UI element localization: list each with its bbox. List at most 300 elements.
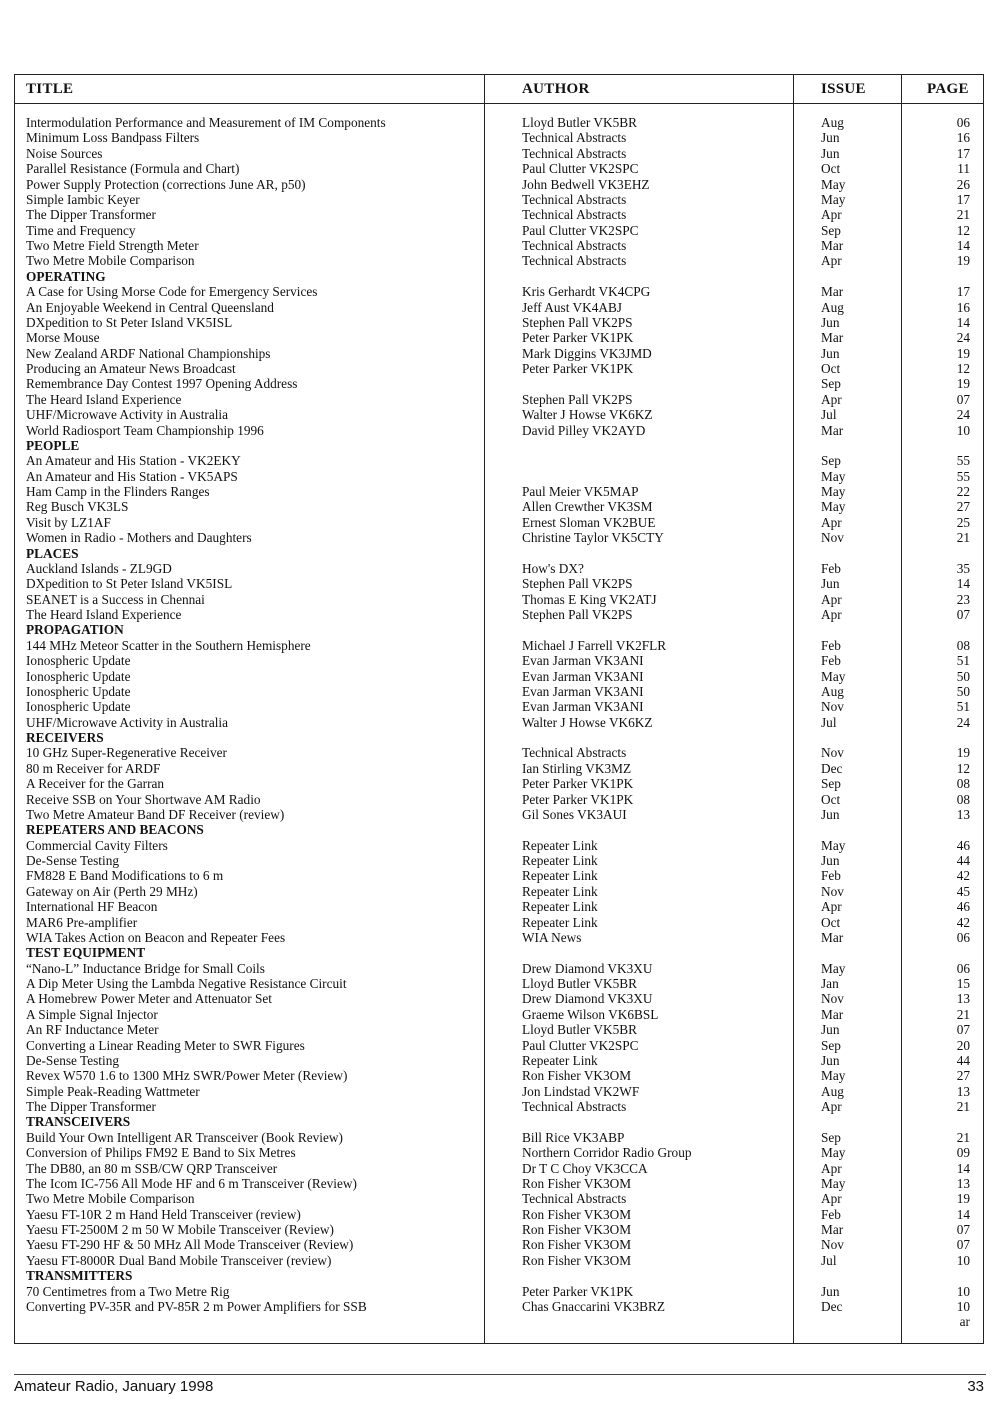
- table-row: [15, 376, 983, 391]
- section-heading: OPERATING: [26, 268, 106, 284]
- article-title: The DB80, an 80 m SSB/CW QRP Transceiver: [26, 1160, 278, 1176]
- table-row: [15, 253, 983, 268]
- article-title: Reg Busch VK3LS: [26, 499, 129, 515]
- article-page: 15: [956, 976, 970, 991]
- article-issue: May: [821, 468, 846, 484]
- table-row: [15, 1068, 983, 1083]
- table-row: [15, 868, 983, 883]
- article-page: 51: [956, 699, 970, 715]
- article-issue: May: [821, 176, 846, 192]
- article-author: Technical Abstracts: [522, 191, 627, 207]
- article-page: 12: [956, 361, 970, 376]
- article-page: 14: [956, 238, 970, 253]
- section-heading-row: [15, 1268, 983, 1283]
- article-issue: Jun: [821, 576, 840, 592]
- article-issue: Mar: [821, 422, 844, 438]
- article-issue: Sep: [821, 776, 841, 792]
- article-author: Drew Diamond VK3XU: [522, 960, 653, 976]
- table-row: [15, 1130, 983, 1145]
- article-title: Two Metre Field Strength Meter: [26, 238, 199, 253]
- article-title: Intermodulation Performance and Measurement of IM Components: [26, 115, 386, 130]
- article-issue: May: [821, 191, 846, 207]
- article-title: New Zealand ARDF National Championships: [26, 345, 271, 361]
- article-title: An Amateur and His Station - VK2EKY: [26, 453, 241, 469]
- article-title: SEANET is a Success in Chennai: [26, 591, 205, 607]
- table-row: [15, 146, 983, 161]
- article-title: Women in Radio - Mothers and Daughters: [26, 530, 252, 546]
- article-page: 16: [956, 299, 970, 315]
- article-issue: Nov: [821, 745, 844, 761]
- article-issue: Jun: [821, 1283, 840, 1299]
- table-row: [15, 1053, 983, 1068]
- article-title: International HF Beacon: [26, 899, 158, 915]
- article-page: 46: [956, 899, 970, 915]
- article-author: Kris Gerhardt VK4CPG: [522, 284, 651, 300]
- article-page: 10: [956, 1252, 970, 1268]
- article-page: 19: [956, 745, 970, 761]
- article-author: Paul Clutter VK2SPC: [522, 1037, 639, 1053]
- article-issue: Feb: [821, 1206, 841, 1222]
- table-row: [15, 669, 983, 684]
- article-author: Stephen Pall VK2PS: [522, 576, 633, 592]
- article-title: A Homebrew Power Meter and Attenuator Set: [26, 991, 272, 1007]
- article-title: FM828 E Band Modifications to 6 m: [26, 868, 224, 884]
- article-issue: Nov: [821, 991, 844, 1007]
- table-row: [15, 1176, 983, 1191]
- article-issue: Nov: [821, 1237, 844, 1253]
- article-issue: May: [821, 1068, 846, 1084]
- table-row: [15, 638, 983, 653]
- article-author: Ian Stirling VK3MZ: [522, 760, 632, 776]
- article-title: UHF/Microwave Activity in Australia: [26, 714, 229, 730]
- article-author: Walter J Howse VK6KZ: [522, 714, 653, 730]
- table-row: [15, 576, 983, 591]
- article-author: Technical Abstracts: [522, 1099, 627, 1114]
- article-issue: May: [821, 668, 846, 684]
- article-title: De-Sense Testing: [26, 853, 119, 868]
- article-title: WIA Takes Action on Beacon and Repeater Fees: [26, 929, 286, 945]
- table-row: [15, 469, 983, 484]
- table-row: [15, 1237, 983, 1252]
- article-page: 10: [956, 1298, 970, 1314]
- table-body: [15, 115, 983, 1330]
- article-issue: Sep: [821, 222, 841, 238]
- article-title: Yaesu FT-10R 2 m Hand Held Transceiver (review): [26, 1206, 301, 1222]
- article-page: 50: [956, 683, 970, 699]
- article-page: ar: [959, 1314, 970, 1330]
- article-title: DXpedition to St Peter Island VK5ISL: [26, 314, 233, 330]
- article-page: 13: [956, 806, 970, 822]
- article-page: 19: [956, 345, 970, 361]
- article-issue: Feb: [821, 560, 841, 576]
- article-author: Evan Jarman VK3ANI: [522, 668, 644, 684]
- article-author: Technical Abstracts: [522, 745, 627, 761]
- article-title: Yaesu FT-8000R Dual Band Mobile Transceiver (review): [26, 1252, 332, 1268]
- article-title: Minimum Loss Bandpass Filters: [26, 130, 200, 146]
- article-author: Bill Rice VK3ABP: [522, 1129, 625, 1145]
- article-author: Walter J Howse VK6KZ: [522, 407, 653, 423]
- article-author: Ron Fisher VK3OM: [522, 1206, 632, 1222]
- article-title: The Dipper Transformer: [26, 1099, 156, 1114]
- article-author: Peter Parker VK1PK: [522, 330, 634, 346]
- article-page: 21: [956, 1006, 970, 1022]
- article-page: 51: [956, 653, 970, 669]
- table-row: [15, 1022, 983, 1037]
- article-author: Stephen Pall VK2PS: [522, 607, 633, 622]
- table-row: [15, 1314, 983, 1329]
- article-issue: Mar: [821, 330, 844, 346]
- article-issue: Apr: [821, 899, 842, 915]
- table-row: [15, 761, 983, 776]
- article-author: Evan Jarman VK3ANI: [522, 653, 644, 669]
- article-author: Ron Fisher VK3OM: [522, 1068, 632, 1084]
- article-page: 07: [956, 607, 970, 622]
- article-issue: Jun: [821, 345, 840, 361]
- article-issue: Mar: [821, 929, 844, 945]
- table-row: [15, 300, 983, 315]
- article-author: Repeater Link: [522, 883, 598, 899]
- table-row: [15, 1253, 983, 1268]
- article-title: A Case for Using Morse Code for Emergency Services: [26, 284, 318, 300]
- article-title: A Dip Meter Using the Lambda Negative Resistance Circuit: [26, 976, 347, 991]
- article-page: 08: [956, 776, 970, 792]
- article-title: Yaesu FT-290 HF & 50 MHz All Mode Transceiver (Review): [26, 1237, 354, 1253]
- article-issue: May: [821, 960, 846, 976]
- table-row: [15, 991, 983, 1006]
- section-heading: PROPAGATION: [26, 622, 124, 638]
- table-row: [15, 453, 983, 468]
- article-author: Technical Abstracts: [522, 238, 627, 253]
- article-author: Stephen Pall VK2PS: [522, 391, 633, 407]
- article-page: 27: [956, 1068, 970, 1084]
- article-title: Yaesu FT-2500M 2 m 50 W Mobile Transceiver (Review): [26, 1222, 334, 1237]
- footer-rule: [14, 1374, 986, 1375]
- article-issue: Mar: [821, 284, 844, 300]
- table-row: [15, 1099, 983, 1114]
- article-title: Converting PV-35R and PV-85R 2 m Power Amplifiers for SSB: [26, 1298, 367, 1314]
- article-page: 17: [956, 145, 970, 161]
- article-page: 13: [956, 1083, 970, 1099]
- article-title: Two Metre Mobile Comparison: [26, 1191, 195, 1207]
- header-title: TITLE: [26, 81, 74, 97]
- section-heading-row: [15, 269, 983, 284]
- table-row: [15, 223, 983, 238]
- article-issue: Jun: [821, 314, 840, 330]
- article-title: A Simple Signal Injector: [26, 1006, 158, 1022]
- article-author: Allen Crewther VK3SM: [522, 499, 653, 515]
- article-title: Two Metre Amateur Band DF Receiver (review): [26, 806, 285, 822]
- article-issue: Jun: [821, 806, 840, 822]
- table-row: [15, 515, 983, 530]
- table-row: [15, 361, 983, 376]
- article-issue: May: [821, 1145, 846, 1161]
- header-author: AUTHOR: [522, 81, 590, 97]
- table-row: [15, 607, 983, 622]
- article-title: Two Metre Mobile Comparison: [26, 253, 195, 269]
- article-title: UHF/Microwave Activity in Australia: [26, 407, 229, 423]
- index-table: [14, 74, 984, 1344]
- article-issue: Aug: [821, 683, 844, 699]
- article-issue: Oct: [821, 791, 841, 807]
- article-author: Technical Abstracts: [522, 253, 627, 269]
- article-page: 08: [956, 791, 970, 807]
- article-page: 42: [956, 914, 970, 930]
- article-issue: May: [821, 1175, 846, 1191]
- article-title: MAR6 Pre-amplifier: [26, 914, 138, 930]
- header-divider: [15, 103, 983, 104]
- article-author: Jon Lindstad VK2WF: [522, 1083, 640, 1099]
- article-page: 35: [956, 560, 970, 576]
- article-author: Stephen Pall VK2PS: [522, 314, 633, 330]
- table-row: [15, 192, 983, 207]
- article-title: Simple Iambic Keyer: [26, 191, 140, 207]
- table-row: [15, 315, 983, 330]
- table-row: [15, 207, 983, 222]
- table-row: [15, 807, 983, 822]
- article-title: An RF Inductance Meter: [26, 1022, 159, 1038]
- article-page: 08: [956, 637, 970, 653]
- section-heading: PEOPLE: [26, 437, 80, 453]
- article-title: Ionospheric Update: [26, 683, 131, 699]
- article-issue: Dec: [821, 760, 843, 776]
- article-title: A Receiver for the Garran: [26, 776, 165, 792]
- table-row: [15, 1038, 983, 1053]
- article-author: Northern Corridor Radio Group: [522, 1145, 692, 1161]
- section-heading: TEST EQUIPMENT: [26, 945, 146, 961]
- article-author: Technical Abstracts: [522, 1191, 627, 1207]
- article-author: Repeater Link: [522, 853, 598, 868]
- article-title: Morse Mouse: [26, 330, 100, 346]
- table-row: [15, 915, 983, 930]
- section-heading-row: [15, 546, 983, 561]
- article-title: Ionospheric Update: [26, 653, 131, 669]
- article-page: 16: [956, 130, 970, 146]
- table-row: [15, 1084, 983, 1099]
- article-page: 14: [956, 1206, 970, 1222]
- article-title: The Heard Island Experience: [26, 607, 182, 622]
- table-row: [15, 592, 983, 607]
- table-row: [15, 899, 983, 914]
- article-issue: Oct: [821, 161, 841, 177]
- article-page: 21: [956, 1099, 970, 1114]
- table-row: [15, 484, 983, 499]
- article-issue: Jul: [821, 407, 837, 423]
- article-issue: Mar: [821, 1222, 844, 1237]
- article-author: Lloyd Butler VK5BR: [522, 115, 637, 130]
- table-row: [15, 499, 983, 514]
- article-page: 55: [956, 453, 970, 469]
- article-author: Repeater Link: [522, 868, 598, 884]
- article-author: Paul Clutter VK2SPC: [522, 161, 639, 177]
- article-title: Build Your Own Intelligent AR Transceiver (Book Review): [26, 1129, 343, 1145]
- article-page: 24: [956, 330, 970, 346]
- article-author: Paul Meier VK5MAP: [522, 484, 639, 499]
- article-title: DXpedition to St Peter Island VK5ISL: [26, 576, 233, 592]
- table-row: [15, 1145, 983, 1160]
- article-issue: Apr: [821, 1099, 842, 1114]
- article-author: Evan Jarman VK3ANI: [522, 683, 644, 699]
- article-title: Noise Sources: [26, 145, 103, 161]
- article-author: Dr T C Choy VK3CCA: [522, 1160, 648, 1176]
- article-author: David Pilley VK2AYD: [522, 422, 646, 438]
- article-page: 21: [956, 530, 970, 546]
- article-author: Michael J Farrell VK2FLR: [522, 637, 667, 653]
- article-title: De-Sense Testing: [26, 1052, 119, 1068]
- article-author: WIA News: [522, 929, 582, 945]
- article-page: 09: [956, 1145, 970, 1161]
- article-issue: Mar: [821, 1006, 844, 1022]
- article-page: 11: [957, 161, 970, 177]
- header-issue: ISSUE: [821, 81, 866, 97]
- table-row: [15, 745, 983, 760]
- article-author: Peter Parker VK1PK: [522, 361, 634, 376]
- article-author: Peter Parker VK1PK: [522, 1283, 634, 1299]
- article-page: 25: [956, 514, 970, 530]
- article-issue: Mar: [821, 238, 844, 253]
- article-page: 13: [956, 991, 970, 1007]
- table-row: [15, 284, 983, 299]
- table-row: [15, 1161, 983, 1176]
- article-author: Technical Abstracts: [522, 207, 627, 223]
- article-author: Repeater Link: [522, 1052, 598, 1068]
- article-issue: Sep: [821, 376, 841, 392]
- article-title: Receive SSB on Your Shortwave AM Radio: [26, 791, 261, 807]
- article-author: Repeater Link: [522, 914, 598, 930]
- article-page: 19: [956, 1191, 970, 1207]
- article-issue: Nov: [821, 883, 844, 899]
- section-heading-row: [15, 945, 983, 960]
- page-number: 33: [967, 1378, 984, 1395]
- article-title: An Amateur and His Station - VK5APS: [26, 468, 238, 484]
- table-row: [15, 423, 983, 438]
- table-row: [15, 392, 983, 407]
- table-row: [15, 115, 983, 130]
- table-row: [15, 792, 983, 807]
- article-issue: Apr: [821, 207, 842, 223]
- table-row: [15, 407, 983, 422]
- article-page: 14: [956, 576, 970, 592]
- article-author: Peter Parker VK1PK: [522, 791, 634, 807]
- article-issue: Sep: [821, 453, 841, 469]
- table-row: [15, 715, 983, 730]
- article-author: Technical Abstracts: [522, 130, 627, 146]
- article-page: 55: [956, 468, 970, 484]
- table-row: [15, 1191, 983, 1206]
- article-issue: Aug: [821, 115, 844, 130]
- article-issue: Aug: [821, 299, 844, 315]
- article-author: Graeme Wilson VK6BSL: [522, 1006, 659, 1022]
- header-page: PAGE: [927, 81, 969, 97]
- article-title: Commercial Cavity Filters: [26, 837, 168, 853]
- article-page: 42: [956, 868, 970, 884]
- table-row: [15, 1299, 983, 1314]
- table-row: [15, 1207, 983, 1222]
- article-author: Mark Diggins VK3JMD: [522, 345, 652, 361]
- article-issue: Oct: [821, 361, 841, 376]
- article-issue: Feb: [821, 637, 841, 653]
- article-page: 46: [956, 837, 970, 853]
- article-title: Ionospheric Update: [26, 699, 131, 715]
- article-issue: May: [821, 484, 846, 499]
- article-page: 27: [956, 499, 970, 515]
- article-author: Technical Abstracts: [522, 145, 627, 161]
- table-row: [15, 177, 983, 192]
- article-page: 07: [956, 1222, 970, 1237]
- article-page: 06: [956, 929, 970, 945]
- table-row: [15, 130, 983, 145]
- article-author: Chas Gnaccarini VK3BRZ: [522, 1298, 666, 1314]
- article-title: The Heard Island Experience: [26, 391, 182, 407]
- table-row: [15, 161, 983, 176]
- table-row: [15, 530, 983, 545]
- article-page: 10: [956, 422, 970, 438]
- article-author: Lloyd Butler VK5BR: [522, 976, 637, 991]
- article-title: Simple Peak-Reading Wattmeter: [26, 1083, 200, 1099]
- article-author: Christine Taylor VK5CTY: [522, 530, 664, 546]
- article-page: 06: [956, 960, 970, 976]
- article-title: Conversion of Philips FM92 E Band to Six Metres: [26, 1145, 296, 1161]
- article-title: An Enjoyable Weekend in Central Queensland: [26, 299, 274, 315]
- article-title: Visit by LZ1AF: [26, 514, 111, 530]
- section-heading-row: [15, 622, 983, 637]
- article-author: Evan Jarman VK3ANI: [522, 699, 644, 715]
- table-row: [15, 930, 983, 945]
- article-issue: Apr: [821, 253, 842, 269]
- section-heading-row: [15, 822, 983, 837]
- article-page: 12: [956, 760, 970, 776]
- section-heading: PLACES: [26, 545, 79, 561]
- article-page: 19: [956, 376, 970, 392]
- article-issue: Aug: [821, 1083, 844, 1099]
- section-heading-row: [15, 438, 983, 453]
- article-author: Repeater Link: [522, 837, 598, 853]
- article-page: 07: [956, 391, 970, 407]
- article-title: Auckland Islands - ZL9GD: [26, 560, 172, 576]
- article-page: 24: [956, 407, 970, 423]
- article-title: The Dipper Transformer: [26, 207, 156, 223]
- article-issue: Apr: [821, 1160, 842, 1176]
- article-title: 10 GHz Super-Regenerative Receiver: [26, 745, 227, 761]
- article-author: Ron Fisher VK3OM: [522, 1237, 632, 1253]
- article-author: How's DX?: [522, 560, 584, 576]
- article-issue: Apr: [821, 514, 842, 530]
- section-heading: RECEIVERS: [26, 730, 104, 745]
- article-page: 06: [956, 115, 970, 130]
- article-issue: Jun: [821, 1022, 840, 1038]
- article-issue: Jun: [821, 145, 840, 161]
- article-page: 07: [956, 1237, 970, 1253]
- table-row: [15, 853, 983, 868]
- article-author: Paul Clutter VK2SPC: [522, 222, 639, 238]
- article-title: Revex W570 1.6 to 1300 MHz SWR/Power Meter (Review): [26, 1068, 348, 1084]
- table-row: [15, 1007, 983, 1022]
- article-issue: Apr: [821, 1191, 842, 1207]
- table-row: [15, 238, 983, 253]
- section-heading-row: [15, 1114, 983, 1129]
- article-page: 50: [956, 668, 970, 684]
- article-author: Thomas E King VK2ATJ: [522, 591, 657, 607]
- article-title: 80 m Receiver for ARDF: [26, 760, 161, 776]
- table-row: [15, 838, 983, 853]
- article-title: Ionospheric Update: [26, 668, 131, 684]
- article-author: Repeater Link: [522, 899, 598, 915]
- article-page: 26: [956, 176, 970, 192]
- table-row: [15, 961, 983, 976]
- article-title: 70 Centimetres from a Two Metre Rig: [26, 1283, 230, 1299]
- article-issue: Apr: [821, 607, 842, 622]
- article-page: 17: [956, 191, 970, 207]
- article-author: Peter Parker VK1PK: [522, 776, 634, 792]
